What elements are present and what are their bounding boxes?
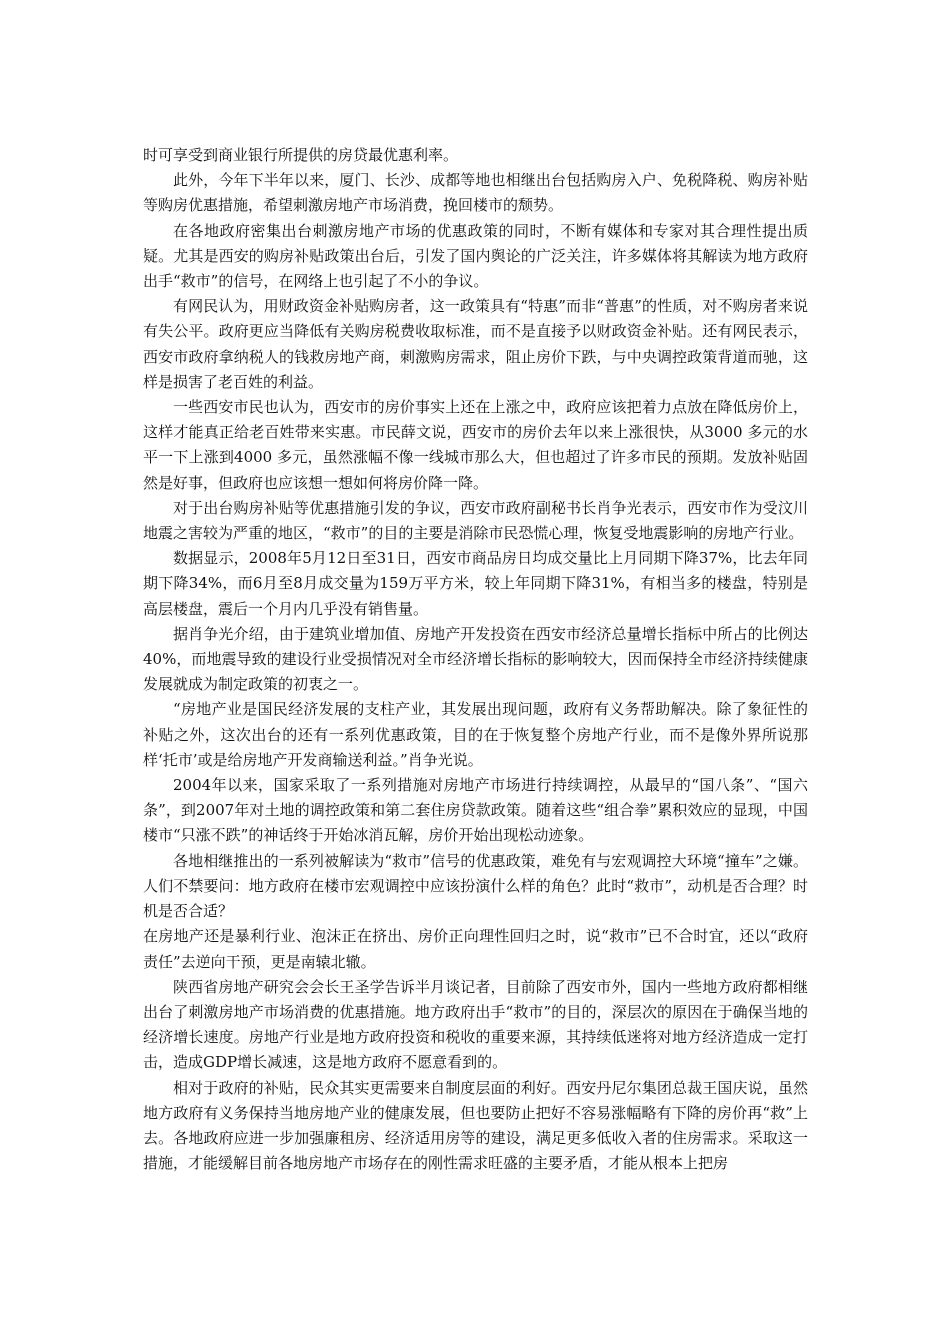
paragraph-14: 相对于政府的补贴，民众其实更需要来自制度层面的利好。西安丹尼尔集团总裁王国庆说，虽然地方政府有义务保持当地房地产业的健康发展，但也要防止把好不容易涨幅略有下降的房价再“救”上去。各地政府应进一步加强廉租房、经济适用房等的建设，满足更多低收入者的住房需求。采取这一措施，才能缓解目前各地房地产市场存在的刚性需求旺盛的主要矛盾，才能从根本上把房 — [143, 1078, 808, 1173]
paragraph-10: 2004年以来，国家采取了一系列措施对房地产市场进行持续调控，从最早的“国八条”、“国六条”，到2007年对土地的调控政策和第二套住房贷款政策。随着这些“组合拳”累积效应的显现，中国楼市“只涨不跌”的神话终于开始冰消瓦解，房价开始出现松动迹象。 — [143, 776, 808, 845]
paragraph-8: 据肖争光介绍，由于建筑业增加值、房地产开发投资在西安市经济总量增长指标中所占的比例达40%，而地震导致的建设行业受损情况对全市经济增长指标的影响较大，因而保持全市经济持续健康发展就成为制定政策的初衷之一。 — [143, 624, 808, 694]
paragraph-5: 一些西安市民也认为，西安市的房价事实上还在上涨之中，政府应该把着力点放在降低房价上，这样才能真正给老百姓带来实惠。市民薛文说，西安市的房价去年以来上涨很快，从3000 多元的水平一下上涨到4000 多元，虽然涨幅不像一线城市那么大，但也超过了许多市民的预期。发放补贴固然是好事，但政府也应该想一想如何将房价降一降。 — [143, 398, 808, 492]
paragraph-7: 数据显示，2008年5月12日至31日，西安市商品房日均成交量比上月同期下降37%，比去年同期下降34%，而6月至8月成交量为159万平方米，较上年同期下降31%，有相当多的楼盘，特别是高层楼盘，震后一个月内几乎没有销售量。 — [143, 549, 808, 618]
paragraph-2: 此外，今年下半年以来，厦门、长沙、成都等地也相继出台包括购房入户、免税降税、购房补贴等购房优惠措施，希望刺激房地产市场消费，挽回楼市的颓势。 — [143, 171, 808, 215]
paragraph-3: 在各地政府密集出台刺激房地产市场的优惠政策的同时，不断有媒体和专家对其合理性提出质疑。尤其是西安的购房补贴政策出台后，引发了国内舆论的广泛关注，许多媒体将其解读为地方政府出手“救市”的信号，在网络上也引起了不小的争议。 — [143, 221, 808, 291]
paragraph-1: 时可享受到商业银行所提供的房贷最优惠利率。 — [143, 146, 459, 164]
paragraph-13: 陕西省房地产研究会会长王圣学告诉半月谈记者，目前除了西安市外，国内一些地方政府都相继出台了刺激房地产市场消费的优惠措施。地方政府出手“救市”的目的，深层次的原因在于确保当地的经济增长速度。房地产行业是地方政府投资和税收的重要来源，其持续低迷将对地方经济造成一定打击，造成GDP增长减速，这是地方政府不愿意看到的。 — [143, 977, 808, 1072]
article-body — [143, 143, 808, 1176]
paragraph-11: 各地相继推出的一系列被解读为“救市”信号的优惠政策，难免有与宏观调控大环境“撞车”之嫌。人们不禁要问：地方政府在楼市宏观调控中应该扮演什么样的角色？此时“救市”，动机是否合理？时机是否合适？ — [143, 851, 808, 921]
paragraph-6: 对于出台购房补贴等优惠措施引发的争议，西安市政府副秘书长肖争光表示，西安市作为受汶川地震之害较为严重的地区，“救市”的目的主要是消除市民恐慌心理，恢复受地震影响的房地产行业。 — [143, 498, 808, 543]
paragraph-4: 有网民认为，用财政资金补贴购房者，这一政策具有“特惠”而非“普惠”的性质，对不购房者来说有失公平。政府更应当降低有关购房税费收取标准，而不是直接予以财政资金补贴。还有网民表示，西安市政府拿纳税人的钱救房地产商，刺激购房需求，阻止房价下跌，与中央调控政策背道而驰，这样是损害了老百姓的利益。 — [143, 297, 808, 391]
paragraph-9: “房地产业是国民经济发展的支柱产业，其发展出现问题，政府有义务帮助解决。除了象征性的补贴之外，这次出台的还有一系列优惠政策，目的在于恢复整个房地产行业，而不是像外界所说那样‘托市’或是给房地产开发商输送利益。”肖争光说。 — [143, 700, 808, 769]
paragraph-12: 在房地产还是暴利行业、泡沫正在挤出、房价正向理性回归之时，说“救市”已不合时宜，还以“政府责任”去逆向干预，更是南辕北辙。 — [143, 927, 808, 971]
